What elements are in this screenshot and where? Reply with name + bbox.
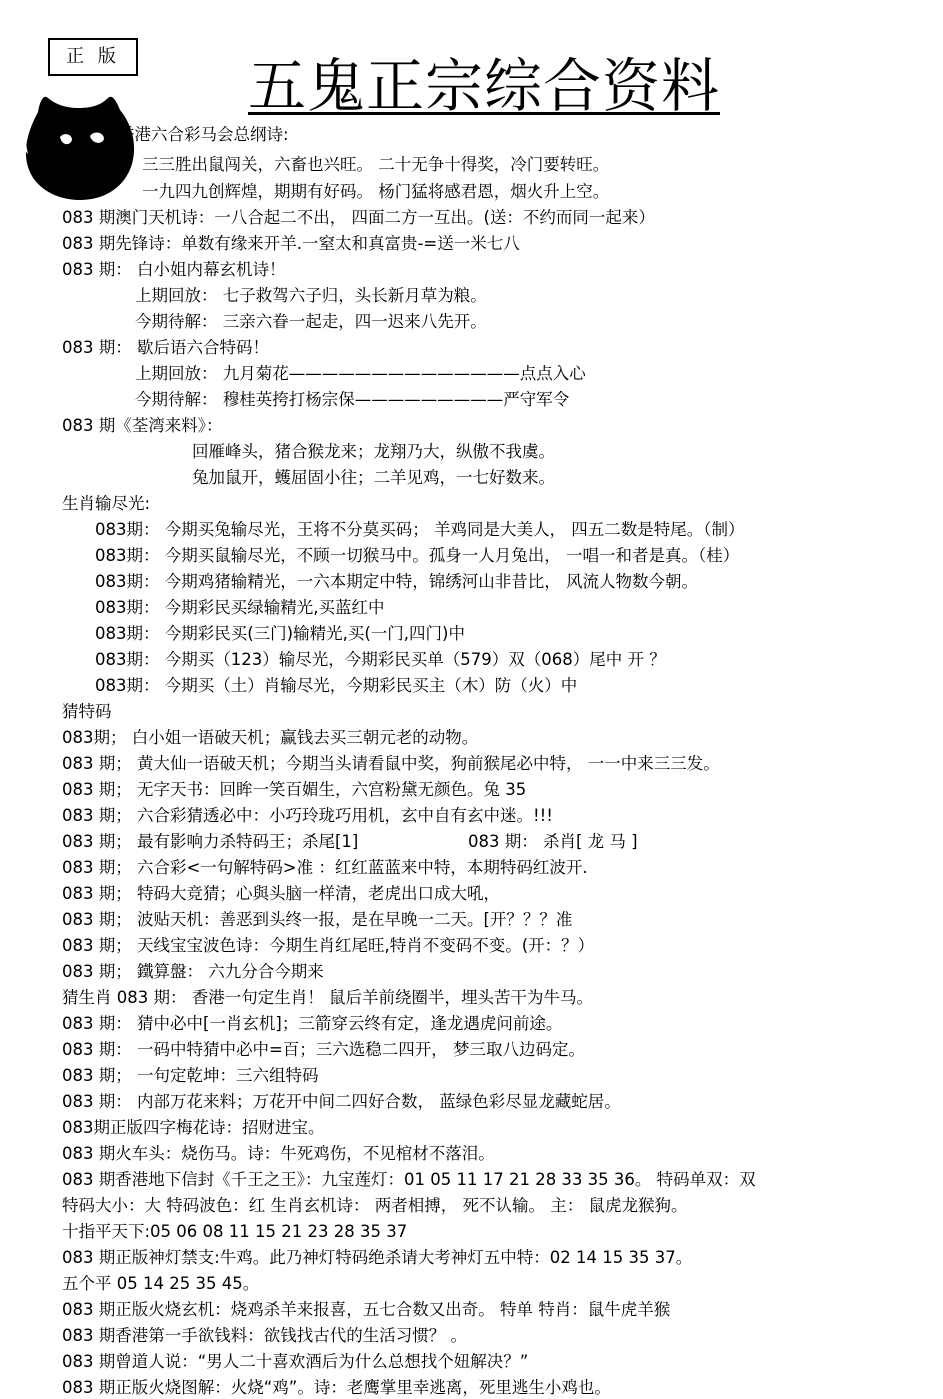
page-title: 五鬼正宗综合资料 bbox=[248, 52, 721, 120]
text-line: 083 期： 歇后语六合特码！ bbox=[62, 338, 269, 357]
text-line: 083 期； 一句定乾坤：三六组特码 bbox=[62, 1066, 319, 1085]
text-line: 083期正版四字梅花诗：招财进宝。 bbox=[62, 1118, 325, 1137]
text-line: 香港六合彩马会总纲诗: bbox=[118, 125, 289, 144]
text-line: 083 期正版神灯禁支:牛鸡。此乃神灯特码绝杀请大考神灯五中特：02 14 15 35 37。 bbox=[62, 1248, 693, 1267]
text-line: 083 期； 天线宝宝波色诗：今期生肖红尾旺,特肖不变码不变。(开：？） bbox=[62, 936, 595, 955]
text-line: 一九四九创辉煌，期期有好码。 杨门猛将感君恩，烟火升上空。 bbox=[142, 182, 610, 201]
text-line: 083 期； 最有影响力杀特码王；杀尾[1] bbox=[62, 832, 359, 851]
text-line: 上期回放： 九月菊花——————————————点点入心 bbox=[135, 364, 586, 383]
text-line: 083 期澳门天机诗：一八合起二不出， 四面二方一互出。(送：不约而同一起来） bbox=[62, 208, 655, 227]
text-line: 083 期香港地下信封《千王之王》：九宝莲灯：01 05 11 17 21 28 33 35 36。 特码单双：双 bbox=[62, 1170, 756, 1189]
text-line: 十指平天下:05 06 08 11 15 21 23 28 35 37 bbox=[62, 1222, 408, 1241]
text-line: 083 期： 内部万花来料；万花开中间二四好合数， 蓝绿色彩尽显龙藏蛇居。 bbox=[62, 1092, 621, 1111]
text-line: 083期； 白小姐一语破天机；赢钱去买三朝元老的动物。 bbox=[62, 728, 479, 747]
text-line: 今期待解： 穆桂英挎打杨宗保—————————严守军令 bbox=[135, 390, 570, 409]
text-line: 083 期； 波贴天机：善恶到头终一报，是在早晚一二天。[开？？？准 bbox=[62, 910, 573, 929]
text-line: 083 期； 六合彩<一句解特码>准 ：红红蓝蓝来中特，本期特码红波开. bbox=[62, 858, 588, 877]
text-line: 083 期香港第一手欲钱料：欲钱找古代的生活习惯？ 。 bbox=[62, 1326, 467, 1345]
text-line: 083期： 今期买（土）肖输尽光，今期彩民买主（木）防（火）中 bbox=[95, 676, 578, 695]
text-line: 083 期火车头：烧伤马。诗：牛死鸡伤，不见棺材不落泪。 bbox=[62, 1144, 495, 1163]
text-line: 特码大小：大 特码波色：红 生肖玄机诗： 两者相搏， 死不认输。 主： 鼠虎龙猴狗。 bbox=[62, 1196, 688, 1215]
text-line: 083期： 今期彩民买(三门)输精光,买(一门,四门)中 bbox=[95, 624, 465, 643]
text-line: 五个平 05 14 25 35 45。 bbox=[62, 1274, 260, 1293]
text-line: 083 期； 黄大仙一语破天机；今期当头请看鼠中奖，狗前猴尾必中特， 一一中来三三发。 bbox=[62, 754, 720, 773]
text-line: 兔加鼠开，蠖屈固小往；二羊见鸡，一七好数来。 bbox=[192, 468, 555, 487]
text-line: 083 期； 六合彩猜透必中：小巧玲珑巧用机，玄中自有玄中迷。!!! bbox=[62, 806, 553, 825]
text-line: 083 期； 鐵算盤： 六九分合今期来 bbox=[62, 962, 324, 981]
text-line: 083期： 今期鸡猪输精光，一六本期定中特，锦绣河山非昔比， 风流人物数今朝。 bbox=[95, 572, 698, 591]
text-line: 三三胜出鼠闯关，六畜也兴旺。 二十无争十得奖，冷门要转旺。 bbox=[142, 155, 610, 174]
text-line: 083期： 今期买（123）输尽光，今期彩民买单（579）双（068）尾中 开 ？ bbox=[95, 650, 666, 669]
text-line: 083期： 今期彩民买绿输精光,买蓝红中 bbox=[95, 598, 385, 617]
text-line: 083期： 今期买鼠输尽光，不顾一切猴马中。孤身一人月兔出， 一唱一和者是真。（桂） bbox=[95, 546, 740, 565]
text-line: 生肖输尽光: bbox=[62, 494, 151, 513]
text-line: 猜生肖 083 期： 香港一句定生肖！ 鼠后羊前绕圈半，埋头苦干为牛马。 bbox=[62, 988, 593, 1007]
text-line: 083 期； 特码大竞猜；心與头脑一样清，老虎出口成大吼， bbox=[62, 884, 500, 903]
text-line: 083 期《荃湾来料》： bbox=[62, 416, 223, 435]
text-line: 今期待解： 三亲六眷一起走，四一迟来八先开。 bbox=[135, 312, 487, 331]
text-line: 083 期： 一码中特猜中必中=百；三六选稳二四开， 梦三取八边码定。 bbox=[62, 1040, 586, 1059]
text-line: 083 期正版火烧玄机：烧鸡杀羊来报喜，五七合数又出奇。 特单 特肖：鼠牛虎羊猴 bbox=[62, 1300, 671, 1319]
text-line: 083 期： 白小姐内幕玄机诗！ bbox=[62, 260, 286, 279]
text-line: 083 期先锋诗：单数有缘来开羊.一窒太和真富贵-=送一米七八 bbox=[62, 234, 520, 253]
text-line: 回雁峰头，猪合猴龙来；龙翔乃大，纵傲不我虞。 bbox=[192, 442, 555, 461]
text-line: 083期： 今期买兔输尽光，王将不分莫买码； 羊鸡同是大美人， 四五二数是特尾。（制） bbox=[95, 520, 745, 539]
edition-badge: 正 版 bbox=[48, 38, 138, 76]
text-line: 083 期： 杀肖[ 龙 马 ] bbox=[468, 832, 638, 851]
text-line: 083 期； 无字天书：回眸一笑百媚生，六宫粉黛无颜色。兔 35 bbox=[62, 780, 527, 799]
text-line: 猜特码 bbox=[62, 702, 112, 721]
text-line: 上期回放： 七子救驾六子归，头长新月草为粮。 bbox=[135, 286, 487, 305]
text-line: 083 期： 猜中必中[一肖玄机]；三箭穿云终有定，逢龙遇虎问前途。 bbox=[62, 1014, 563, 1033]
ghost-logo bbox=[20, 92, 138, 202]
text-line: 083 期曾道人说：“男人二十喜欢酒后为什么总想找个妞解决？” bbox=[62, 1352, 529, 1371]
text-line: 083 期正版火烧图解：火烧“鸡”。诗：老鹰掌里幸逃离，死里逃生小鸡也。 bbox=[62, 1378, 611, 1397]
